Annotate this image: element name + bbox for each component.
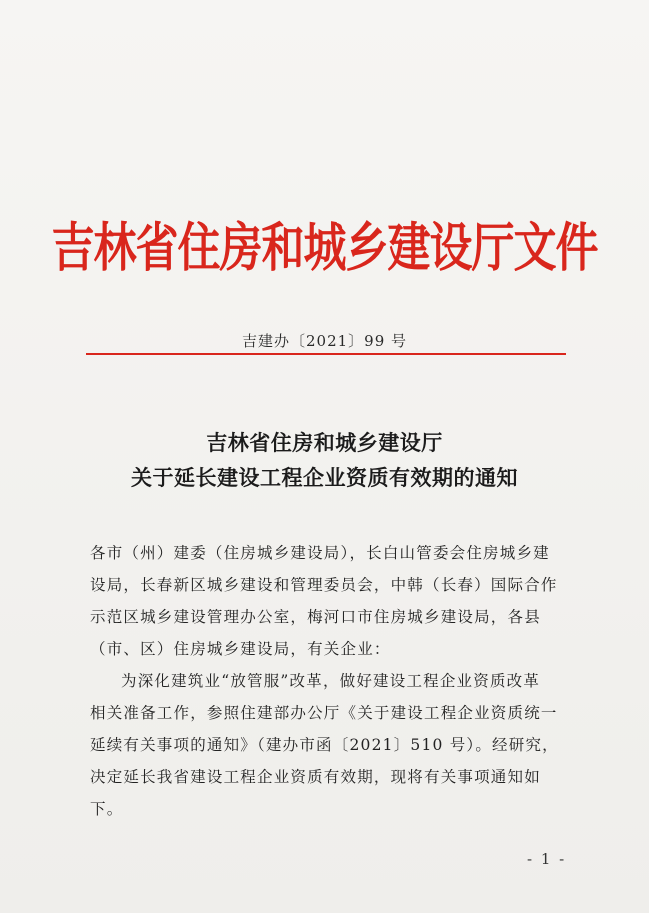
page-number: - 1 -: [527, 850, 567, 868]
body-line: （市、区）住房城乡建设局，有关企业：: [90, 640, 391, 658]
body-line: 示范区城乡建设管理办公室，梅河口市住房城乡建设局，各县: [90, 608, 541, 626]
body-line: 下。: [90, 800, 124, 818]
body-line: 延续有关事项的通知》（建办市函〔2021〕510 号）。经研究，: [90, 736, 559, 754]
issuer-file-title: 吉林省住房和城乡建设厅文件: [51, 218, 598, 280]
body-line: 决定延长我省建设工程企业资质有效期，现将有关事项通知如: [90, 768, 541, 786]
body-line: 为深化建筑业“放管服”改革，做好建设工程企业资质改革: [121, 672, 541, 690]
body-line: 设局，长春新区城乡建设和管理委员会，中韩（长春）国际合作: [90, 576, 558, 594]
body-line: 各市（州）建委（住房城乡建设局），长白山管委会住房城乡建: [90, 544, 550, 562]
red-divider-line: [86, 353, 566, 355]
document-number: 吉建办〔2021〕99 号: [241, 332, 408, 350]
notice-title-line2: 关于延长建设工程企业资质有效期的通知: [131, 466, 518, 490]
body-line: 相关准备工作，参照住建部办公厅《关于建设工程企业资质统一: [90, 704, 558, 722]
notice-title-line1: 吉林省住房和城乡建设厅: [206, 431, 443, 455]
